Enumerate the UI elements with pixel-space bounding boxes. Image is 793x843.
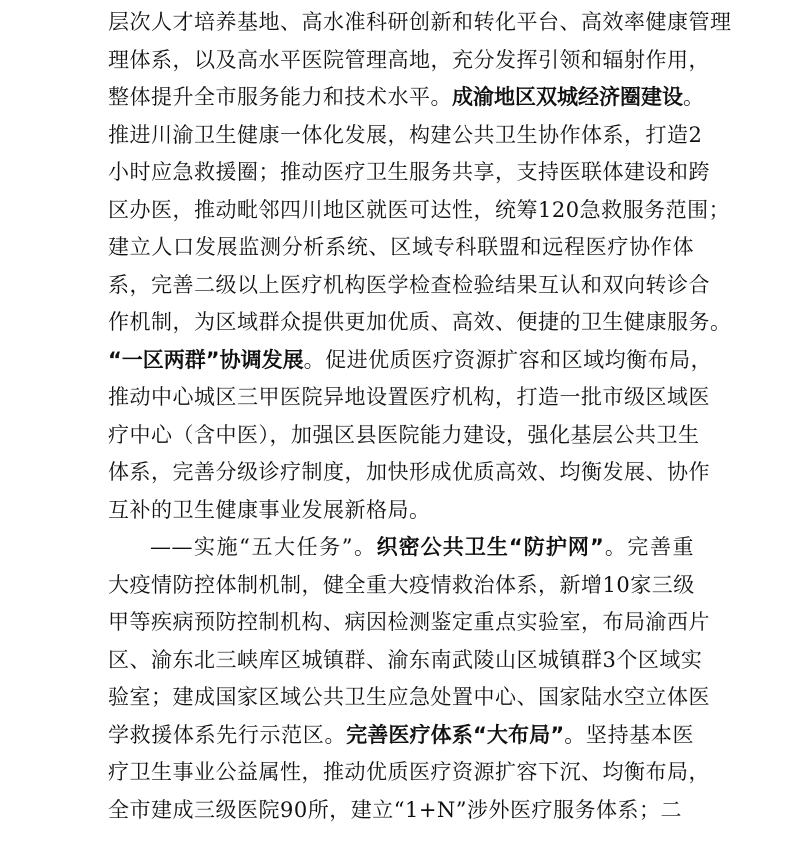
text-run: 作机制，为区域群众提供更加优质、高效、便捷的卫生健康服务。 [108, 310, 732, 334]
text-run: 验室；建成国家区域公共卫生应急处置中心、国家陆水空立体医 [108, 685, 710, 709]
text-run: ——实施“五大任务”。 [150, 535, 377, 559]
text-run: 疗中心（含中医），加强区县医院能力建设，强化基层公共卫生 [108, 422, 700, 447]
text-line [108, 788, 694, 832]
text-run: 体系，完善分级诊疗制度，加快形成优质高效、均衡发展、协作 [108, 460, 710, 484]
text-run: 系，完善二级以上医疗机构医学检查检验结果互认和双向转诊合 [108, 272, 710, 297]
text-run: 甲等疾病预防控制机构、病因检测鉴定重点实验室，布局渝西片 [108, 610, 710, 634]
text-run: 建立人口发展监测分析系统、区域专科联盟和远程医疗协作体 [108, 235, 694, 259]
text-run: 。促进优质医疗资源扩容和区域均衡布局， [303, 347, 713, 372]
bold-heading-phrase: 织密公共卫生“防护网” [376, 535, 604, 559]
text-run: 区办医，推动毗邻四川地区就医可达性，统筹120急救服务范围； [108, 197, 731, 222]
text-run: 区、渝东北三峡库区城镇群、渝东南武陵山区城镇群3个区域实 [108, 647, 703, 672]
text-run: 整体提升全市服务能力和技术水平。 [108, 85, 452, 109]
text-run: 。坚持基本医 [564, 722, 695, 747]
text-run: 层次人才培养基地、高水准科研创新和转化平台、高效率健康管理 [108, 10, 732, 34]
bold-heading-phrase: 完善医疗体系“大布局” [346, 722, 565, 747]
text-run: 。 [683, 85, 705, 109]
bold-heading-phrase: 成渝地区双城经济圈建设 [452, 85, 683, 109]
text-run: 疗卫生事业公益属性，推动优质医疗资源扩容下沉、均衡布局， [108, 760, 710, 784]
text-run: 理体系，以及高水平医院管理高地，充分发挥引领和辐射作用， [108, 47, 710, 72]
text-run: 推进川渝卫生健康一体化发展，构建公共卫生协作体系，打造2 [108, 122, 703, 147]
bold-heading-phrase: “一区两群”协调发展 [108, 347, 304, 372]
text-run: 推动中心城区三甲医院异地设置医疗机构，打造一批市级区域医 [108, 385, 710, 409]
text-run: 小时应急救援圈；推动医疗卫生服务共享，支持医联体建设和跨 [108, 160, 710, 184]
text-run: 学救援体系先行示范区。 [108, 722, 347, 747]
text-run: 全市建成三级医院90所，建立“1+N”涉外医疗服务体系；二 [108, 797, 683, 822]
text-run: 。完善重 [603, 535, 694, 559]
text-run: 大疫情防控体制机制，健全重大疫情救治体系，新增10家三级 [108, 572, 695, 597]
text-run: 互补的卫生健康事业发展新格局。 [108, 497, 431, 522]
